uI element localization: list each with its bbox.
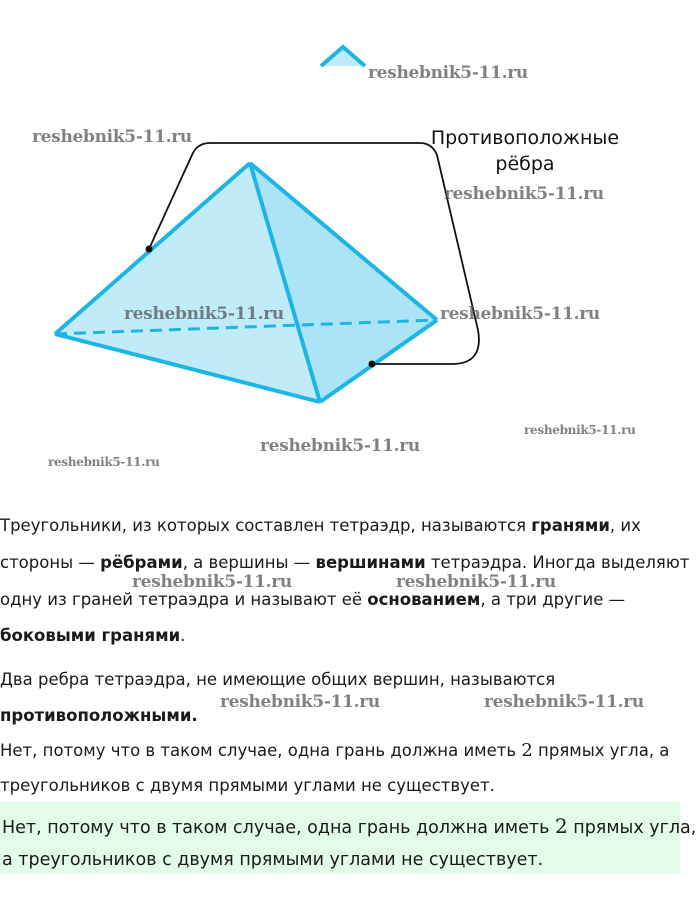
text-span: Нет, потому что в таком случае, одна грань должна иметь [2, 818, 555, 838]
term-base: основанием [367, 590, 481, 609]
text-span: Треугольники, из которых составлен тетраэдр, называются [0, 516, 532, 535]
text-line [0, 706, 198, 725]
text-line [0, 626, 185, 645]
watermark: reshebnik5-11.ru [524, 423, 636, 437]
text-line: треугольников с двумя прямыми углами не существует. [0, 776, 495, 795]
term-edges: рёбрами [100, 553, 183, 572]
text-span: , а три другие — [480, 590, 626, 609]
watermark: reshebnik5-11.ru [368, 63, 528, 83]
text-span: . [180, 626, 186, 645]
watermark: reshebnik5-11.ru [220, 692, 380, 712]
text-span: тетраэдра. Иногда выделяют [425, 553, 690, 572]
number-two: 2 [554, 814, 568, 838]
term-lateral-faces: боковыми гранями [0, 626, 181, 645]
opposite-edges-label [420, 125, 630, 177]
watermark: reshebnik5-11.ru [132, 572, 292, 592]
top-fragment [321, 47, 365, 66]
watermark: reshebnik5-11.ru [396, 572, 556, 592]
term-faces: гранями [531, 516, 610, 535]
text-line: Два ребра тетраэдра, не имеющие общих вершин, называются [0, 670, 556, 689]
number-two: 2 [521, 740, 533, 761]
text-span: одну из граней тетраэдра и называют её [0, 590, 368, 609]
label-line-1: Противоположные [430, 127, 620, 149]
watermark: reshebnik5-11.ru [124, 304, 284, 324]
watermark: reshebnik5-11.ru [48, 455, 160, 469]
watermark: reshebnik5-11.ru [444, 184, 604, 204]
answer-highlight-box [0, 802, 696, 874]
text-span: , их [609, 516, 641, 535]
text-span: прямых угла, [567, 818, 696, 838]
text-line [2, 814, 696, 838]
text-span: Нет, потому что в таком случае, одна грань должна иметь [0, 741, 522, 760]
leader-dot-left [146, 246, 153, 253]
text-line [0, 590, 625, 609]
text-span: прямых угла, а [532, 741, 670, 760]
leader-dot-right [369, 361, 376, 368]
text-line [0, 740, 669, 761]
text-span: стороны — [0, 553, 101, 572]
term-vertices: вершинами [315, 553, 426, 572]
watermark: reshebnik5-11.ru [484, 692, 644, 712]
watermark: reshebnik5-11.ru [260, 436, 420, 456]
text-line [0, 516, 641, 535]
watermark: reshebnik5-11.ru [32, 127, 192, 147]
watermark: reshebnik5-11.ru [440, 304, 600, 324]
label-line-2: рёбра [495, 153, 555, 175]
text-span: , а вершины — [182, 553, 316, 572]
text-line: а треугольников с двумя прямыми углами не существует. [2, 850, 544, 870]
text-line [0, 553, 689, 572]
term-opposite: противоположными. [0, 706, 198, 725]
